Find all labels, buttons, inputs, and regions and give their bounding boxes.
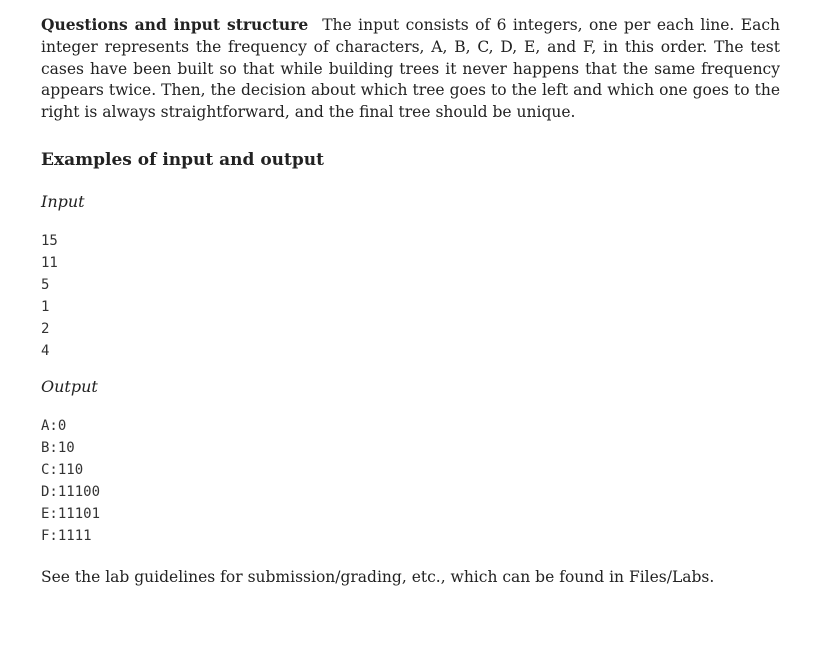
footer-paragraph: See the lab guidelines for submission/grading, etc., which can be found in Files/Labs. (41, 567, 715, 586)
output-line: A:0 (41, 417, 67, 434)
input-line: 2 (41, 320, 50, 337)
input-label: Input (41, 191, 85, 211)
output-code-block (41, 415, 780, 547)
examples-heading: Examples of input and output (41, 149, 324, 170)
input-line: 11 (41, 254, 58, 271)
intro-text: The input consists of 6 integers, one per each line. Each integer represents the frequency of characters, A, B, C, D, E, and F, in this order. The test cases have been built so that while building trees it never happens that the same frequency appears twice. Then, the decision about which tree goes to the left and which one goes to the right is always straightforward, and the final tree should be unique. (41, 16, 780, 122)
input-code-block (41, 230, 780, 362)
output-line: D:11100 (41, 483, 101, 500)
input-line: 4 (41, 342, 50, 359)
output-line: C:110 (41, 461, 84, 478)
output-line: B:10 (41, 439, 75, 456)
section-runin-title: Questions and input structure (41, 15, 309, 34)
output-line: F:1111 (41, 527, 92, 544)
input-line: 15 (41, 232, 58, 249)
input-line: 5 (41, 276, 50, 293)
output-line: E:11101 (41, 505, 101, 522)
output-label: Output (41, 376, 98, 396)
intro-paragraph (41, 14, 780, 124)
input-line: 1 (41, 298, 50, 315)
